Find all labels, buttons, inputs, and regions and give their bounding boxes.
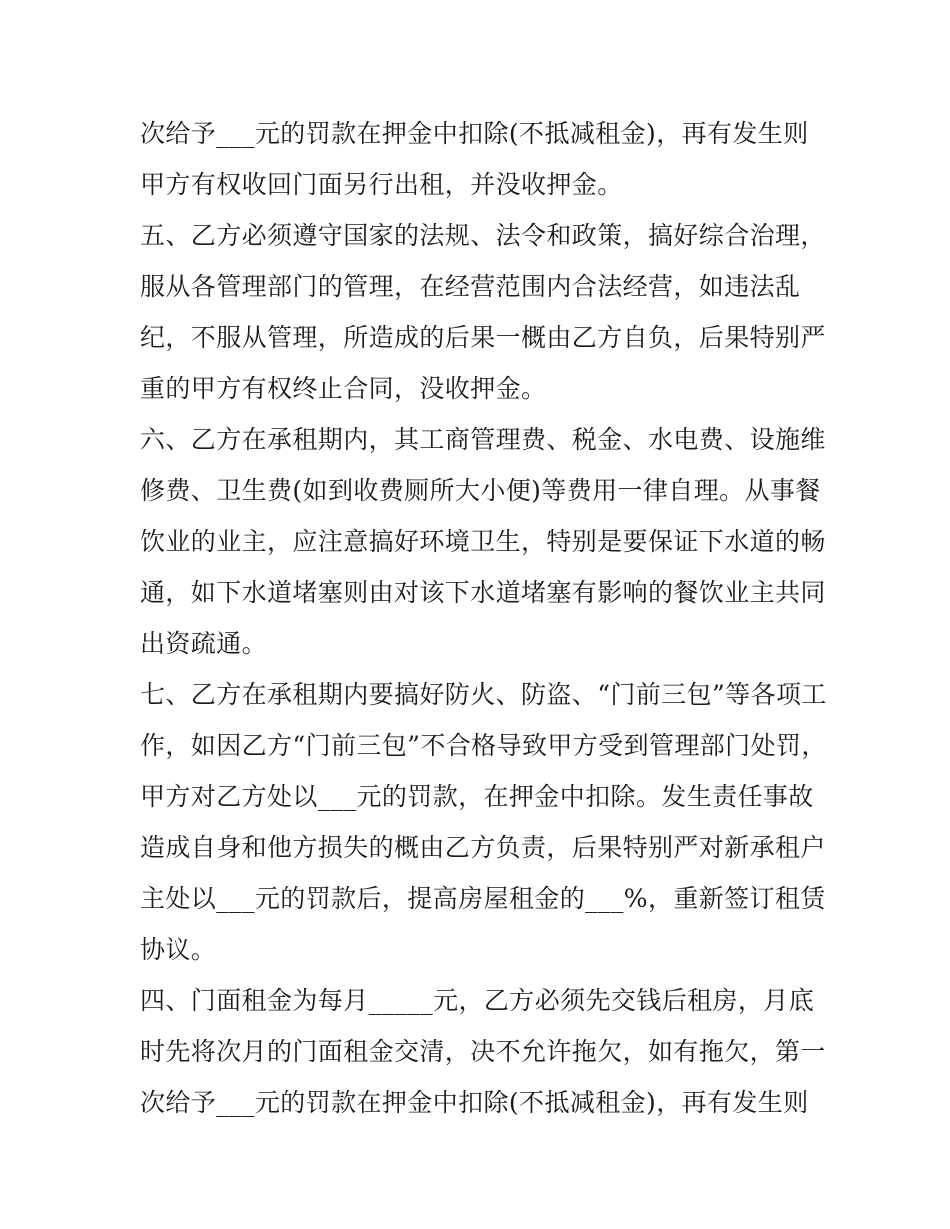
text-line: 次给予___元的罚款在押金中扣除(不抵减租金)，再有发生则	[140, 1088, 809, 1117]
text-line: 七、乙方在承租期内要搞好防火、防盗、“门前三包”等各项工	[140, 680, 827, 709]
text-line: 服从各管理部门的管理，在经营范围内合法经营，如违法乱	[140, 272, 801, 301]
text-line: 甲方对乙方处以___元的罚款，在押金中扣除。发生责任事故	[140, 782, 814, 811]
text-line: 六、乙方在承租期内，其工商管理费、税金、水电费、设施维	[140, 425, 826, 454]
text-line: 主处以___元的罚款后，提高房屋租金的___%，重新签订租赁	[140, 884, 826, 913]
text-line: 四、门面租金为每月_____元，乙方必须先交钱后租房，月底	[140, 986, 815, 1015]
text-line: 次给予___元的罚款在押金中扣除(不抵减租金)，再有发生则	[140, 119, 809, 148]
text-line: 饮业的业主，应注意搞好环境卫生，特别是要保证下水道的畅	[140, 527, 826, 556]
contract-text-body	[140, 108, 827, 1128]
text-line: 纪，不服从管理，所造成的后果一概由乙方自负，后果特别严	[140, 323, 826, 352]
text-line: 五、乙方必须遵守国家的法规、法令和政策，搞好综合治理，	[140, 221, 826, 250]
text-line: 时先将次月的门面租金交清，决不允许拖欠，如有拖欠，第一	[140, 1037, 826, 1066]
text-line: 作，如因乙方“门前三包”不合格导致甲方受到管理部门处罚，	[140, 731, 827, 760]
text-line: 通，如下水道堵塞则由对该下水道堵塞有影响的餐饮业主共同	[140, 578, 826, 607]
text-line: 甲方有权收回门面另行出租，并没收押金。	[140, 170, 623, 199]
text-line: 出资疏通。	[140, 629, 268, 658]
text-line: 协议。	[140, 935, 217, 964]
text-line: 修费、卫生费(如到收费厕所大小便)等费用一律自理。从事餐	[140, 476, 821, 505]
text-line: 造成自身和他方损失的概由乙方负责，后果特别严对新承租户	[140, 833, 826, 862]
text-line: 重的甲方有权终止合同，没收押金。	[140, 374, 547, 403]
